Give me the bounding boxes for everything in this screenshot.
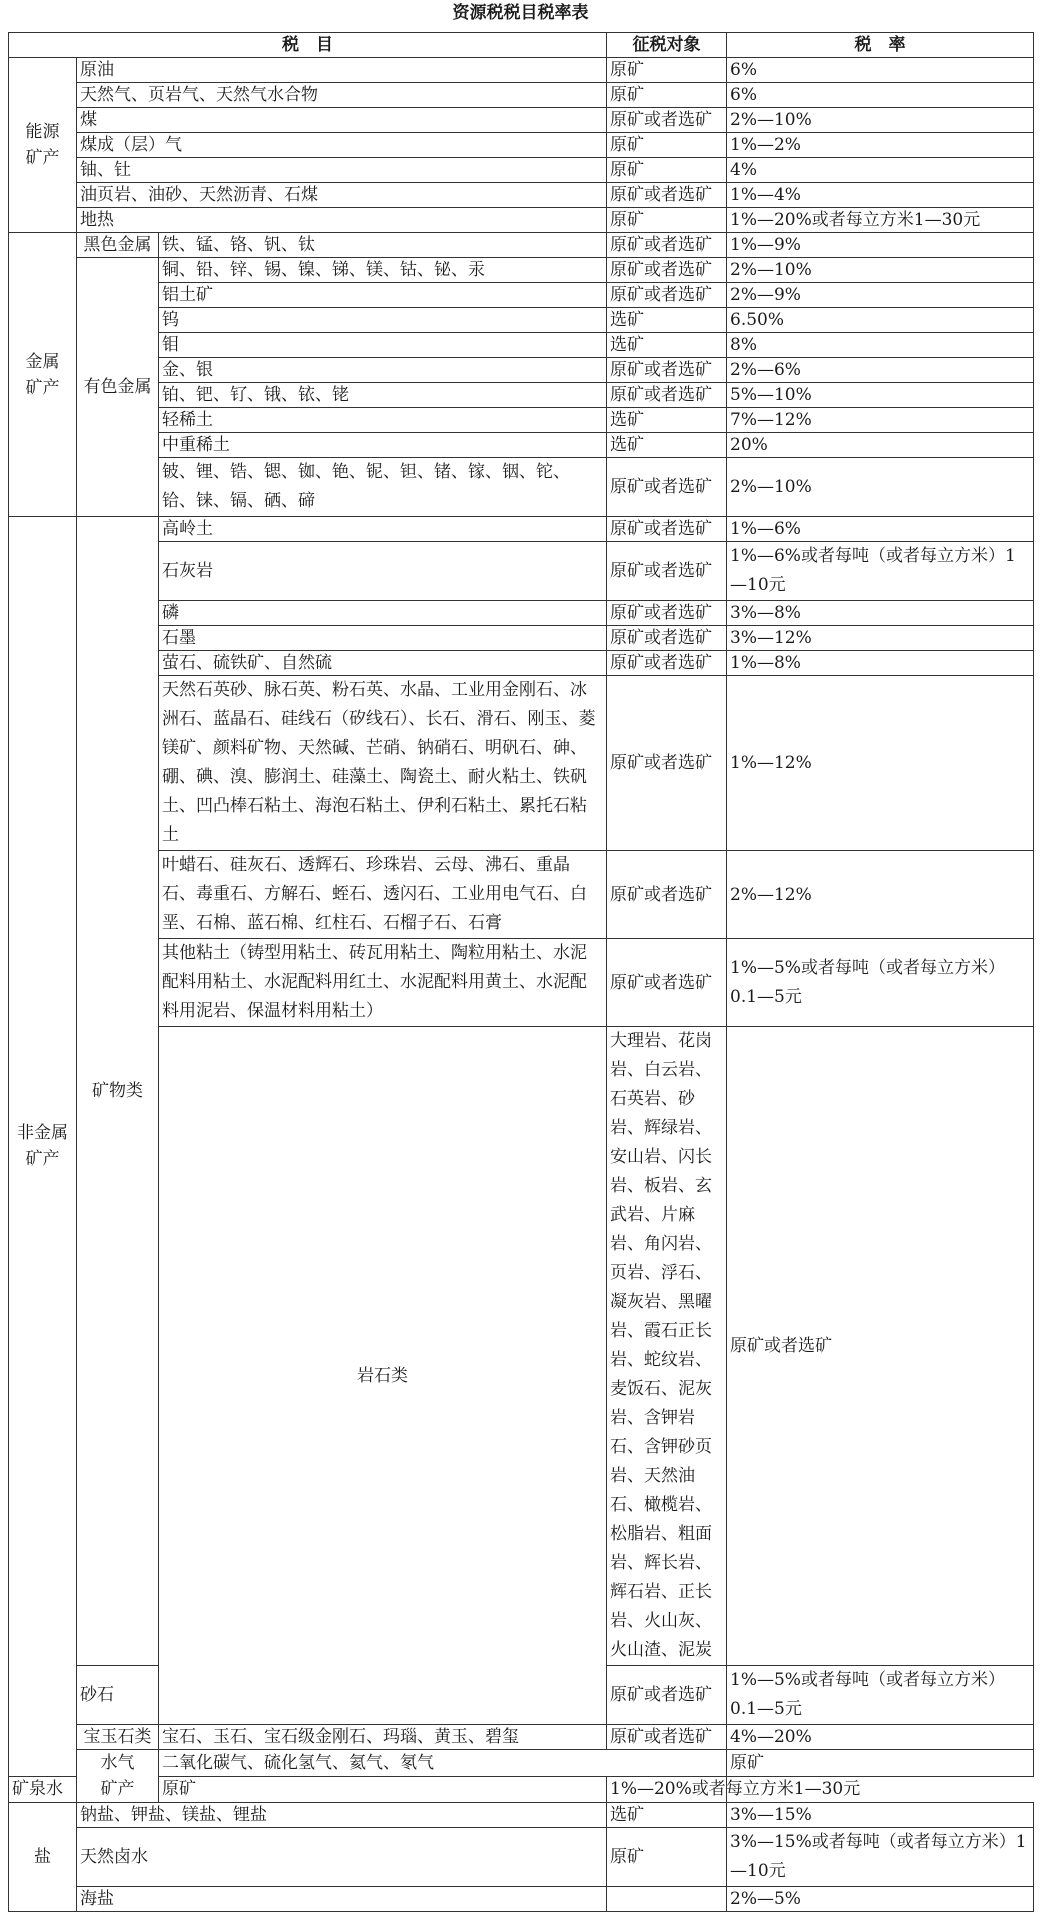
object-cell: 选矿 (607, 1803, 727, 1828)
rate-cell: 8% (727, 333, 1034, 358)
table-row (9, 83, 1034, 108)
rate-cell: 1%—6%或者每吨（或者每立方米）1—10元 (727, 542, 1034, 601)
item-cell: 钼 (159, 333, 607, 358)
item-cell: 煤成（层）气 (77, 133, 607, 158)
rate-cell: 1%—2% (727, 133, 1034, 158)
rate-cell: 6% (727, 83, 1034, 108)
object-cell: 原矿或者选矿 (607, 1666, 727, 1725)
table-row (9, 601, 1034, 626)
item-cell: 铁、锰、铬、钒、钛 (159, 233, 607, 258)
item-cell: 天然卤水 (77, 1828, 607, 1887)
category-water-gas: 水气 矿产 (77, 1750, 159, 1803)
object-cell: 原矿或者选矿 (607, 258, 727, 283)
object-cell: 原矿或者选矿 (607, 939, 727, 1027)
table-row (9, 626, 1034, 651)
object-cell: 原矿或者选矿 (607, 517, 727, 542)
rate-cell: 2%—10% (727, 458, 1034, 517)
table-row (9, 542, 1034, 601)
object-cell: 原矿或者选矿 (607, 283, 727, 308)
table-row (9, 1776, 1034, 1803)
rate-cell: 2%—6% (727, 358, 1034, 383)
table-row (9, 158, 1034, 183)
object-cell: 原矿 (607, 1828, 727, 1887)
object-cell: 原矿或者选矿 (607, 383, 727, 408)
item-cell: 大理岩、花岗岩、白云岩、石英岩、砂岩、辉绿岩、安山岩、闪长岩、板岩、玄武岩、片麻岩、角闪岩、页岩、浮石、凝灰岩、黑曜岩、霞石正长岩、蛇纹岩、麦饭石、泥灰岩、含钾岩石、含钾砂页岩、天然油石、橄榄岩、松脂岩、粗面岩、辉长岩、辉石岩、正长岩、火山灰、火山渣、泥炭 (607, 1027, 727, 1666)
item-cell: 地热 (77, 208, 607, 233)
table-row (9, 458, 1034, 517)
object-cell: 原矿 (607, 158, 727, 183)
table-row (9, 233, 1034, 258)
object-cell: 原矿或者选矿 (607, 542, 727, 601)
object-cell: 原矿或者选矿 (607, 458, 727, 517)
object-cell: 原矿或者选矿 (607, 358, 727, 383)
table-row (9, 383, 1034, 408)
table-row (9, 283, 1034, 308)
item-cell: 石墨 (159, 626, 607, 651)
rate-cell: 3%—8% (727, 601, 1034, 626)
subcategory-ferrous: 黑色金属 (77, 233, 159, 258)
object-cell: 原矿 (607, 83, 727, 108)
rate-cell: 2%—12% (727, 851, 1034, 939)
rate-cell: 3%—15%或者每吨（或者每立方米）1—10元 (727, 1828, 1034, 1887)
item-cell: 金、银 (159, 358, 607, 383)
rate-cell: 3%—15% (727, 1803, 1034, 1828)
rate-cell: 1%—12% (727, 676, 1034, 851)
item-cell: 钠盐、钾盐、镁盐、锂盐 (77, 1803, 607, 1828)
item-cell: 砂石 (77, 1666, 159, 1725)
rate-cell: 1%—5%或者每吨（或者每立方米）0.1—5元 (727, 939, 1034, 1027)
object-cell: 原矿或者选矿 (607, 108, 727, 133)
item-cell: 铍、锂、锆、锶、铷、铯、铌、钽、锗、镓、铟、铊、铪、铼、镉、硒、碲 (159, 458, 607, 517)
table-row (9, 108, 1034, 133)
table-row (9, 651, 1034, 676)
header-item: 税 目 (9, 33, 607, 58)
object-cell: 原矿 (607, 58, 727, 83)
rate-cell: 2%—10% (727, 258, 1034, 283)
object-cell: 原矿或者选矿 (607, 626, 727, 651)
item-cell: 铀、钍 (77, 158, 607, 183)
table-row (9, 676, 1034, 851)
object-cell: 原矿或者选矿 (607, 233, 727, 258)
item-cell: 磷 (159, 601, 607, 626)
subcategory-mineral: 矿物类 (77, 517, 159, 1666)
object-cell: 原矿或者选矿 (727, 1027, 1034, 1666)
table-row (9, 333, 1034, 358)
rate-cell: 20% (727, 433, 1034, 458)
object-cell: 原矿或者选矿 (607, 851, 727, 939)
subcategory-nonferrous: 有色金属 (77, 258, 159, 517)
item-cell: 原油 (77, 58, 607, 83)
table-row (9, 1828, 1034, 1887)
rate-cell: 2%—9% (727, 283, 1034, 308)
object-cell: 选矿 (607, 408, 727, 433)
rate-cell: 6% (727, 58, 1034, 83)
object-cell: 原矿或者选矿 (607, 651, 727, 676)
rate-cell: 1%—8% (727, 651, 1034, 676)
category-nonmetal: 非金属 矿产 (9, 517, 77, 1777)
table-row (9, 408, 1034, 433)
table-row (9, 258, 1034, 283)
item-cell: 二氧化碳气、硫化氢气、氦气、氡气 (159, 1750, 727, 1777)
category-metal: 金属 矿产 (9, 233, 77, 517)
table-row (9, 1725, 1034, 1750)
item-cell: 矿泉水 (9, 1776, 159, 1803)
item-cell: 其他粘土（铸型用粘土、砖瓦用粘土、陶粒用粘土、水泥配料用粘土、水泥配料用红土、水泥配料用黄土、水泥配料用泥岩、保温材料用粘土） (159, 939, 607, 1027)
item-cell: 高岭土 (159, 517, 607, 542)
table-row (9, 1027, 1034, 1666)
table-row (9, 517, 1034, 542)
table-row (9, 358, 1034, 383)
item-cell: 宝石、玉石、宝石级金刚石、玛瑙、黄玉、碧玺 (159, 1725, 607, 1750)
object-cell: 原矿 (727, 1750, 1034, 1777)
category-salt: 盐 (9, 1803, 77, 1912)
object-cell: 选矿 (607, 333, 727, 358)
object-cell: 原矿 (159, 1776, 607, 1803)
item-cell: 中重稀土 (159, 433, 607, 458)
table-row (9, 433, 1034, 458)
rate-cell: 1%—6% (727, 517, 1034, 542)
object-cell: 原矿或者选矿 (607, 676, 727, 851)
rate-cell: 2%—10% (727, 108, 1034, 133)
item-cell: 钨 (159, 308, 607, 333)
object-cell: 原矿 (607, 208, 727, 233)
item-cell: 油页岩、油砂、天然沥青、石煤 (77, 183, 607, 208)
category-energy: 能源 矿产 (9, 58, 77, 233)
rate-cell: 6.50% (727, 308, 1034, 333)
object-cell: 原矿 (607, 133, 727, 158)
item-cell: 铝土矿 (159, 283, 607, 308)
item-cell: 煤 (77, 108, 607, 133)
subcategory-rock: 岩石类 (159, 1027, 607, 1725)
table-row (9, 308, 1034, 333)
item-cell: 轻稀土 (159, 408, 607, 433)
table-row (9, 208, 1034, 233)
rate-cell: 1%—9% (727, 233, 1034, 258)
table-row (9, 58, 1034, 83)
subcategory-gem: 宝玉石类 (77, 1725, 159, 1750)
table-row (9, 851, 1034, 939)
header-row (9, 33, 1034, 58)
table-row (9, 1887, 1034, 1912)
object-cell: 原矿或者选矿 (607, 183, 727, 208)
rate-cell: 4% (727, 158, 1034, 183)
item-cell: 铜、铅、锌、锡、镍、锑、镁、钴、铋、汞 (159, 258, 607, 283)
item-cell: 石灰岩 (159, 542, 607, 601)
rate-cell: 1%—20%或者每立方米1—30元 (727, 208, 1034, 233)
rate-cell: 4%—20% (727, 1725, 1034, 1750)
table-row (9, 939, 1034, 1027)
object-cell: 原矿或者选矿 (607, 601, 727, 626)
rate-cell: 1%—4% (727, 183, 1034, 208)
rate-cell: 2%—5% (727, 1887, 1034, 1912)
object-cell: 原矿或者选矿 (607, 1725, 727, 1750)
item-cell: 海盐 (77, 1887, 607, 1912)
table-row (9, 1750, 1034, 1777)
object-cell: 选矿 (607, 308, 727, 333)
rate-cell: 1%—20%或者每立方米1—30元 (607, 1776, 727, 1803)
item-cell: 铂、钯、钌、锇、铱、铑 (159, 383, 607, 408)
table-row (9, 1803, 1034, 1828)
rate-cell: 5%—10% (727, 383, 1034, 408)
item-cell: 天然气、页岩气、天然气水合物 (77, 83, 607, 108)
item-cell: 叶蜡石、硅灰石、透辉石、珍珠岩、云母、沸石、重晶石、毒重石、方解石、蛭石、透闪石、工业用电气石、白垩、石棉、蓝石棉、红柱石、石榴子石、石膏 (159, 851, 607, 939)
item-cell: 萤石、硫铁矿、自然硫 (159, 651, 607, 676)
table-title: 资源税税目税率表 (452, 3, 589, 23)
object-cell (607, 1887, 727, 1912)
rate-cell: 1%—5%或者每吨（或者每立方米）0.1—5元 (727, 1666, 1034, 1725)
tax-rate-table (8, 32, 1034, 1912)
rate-cell: 7%—12% (727, 408, 1034, 433)
rate-cell: 3%—12% (727, 626, 1034, 651)
object-cell: 选矿 (607, 433, 727, 458)
header-rate: 税 率 (727, 33, 1034, 58)
table-row (9, 183, 1034, 208)
header-object: 征税对象 (607, 33, 727, 58)
item-cell: 天然石英砂、脉石英、粉石英、水晶、工业用金刚石、冰洲石、蓝晶石、硅线石（矽线石）、长石、滑石、刚玉、菱镁矿、颜料矿物、天然碱、芒硝、钠硝石、明矾石、砷、硼、碘、溴、膨润土、硅藻土、陶瓷土、耐火粘土、铁矾土、凹凸棒石粘土、海泡石粘土、伊利石粘土、累托石粘土 (159, 676, 607, 851)
table-row (9, 133, 1034, 158)
